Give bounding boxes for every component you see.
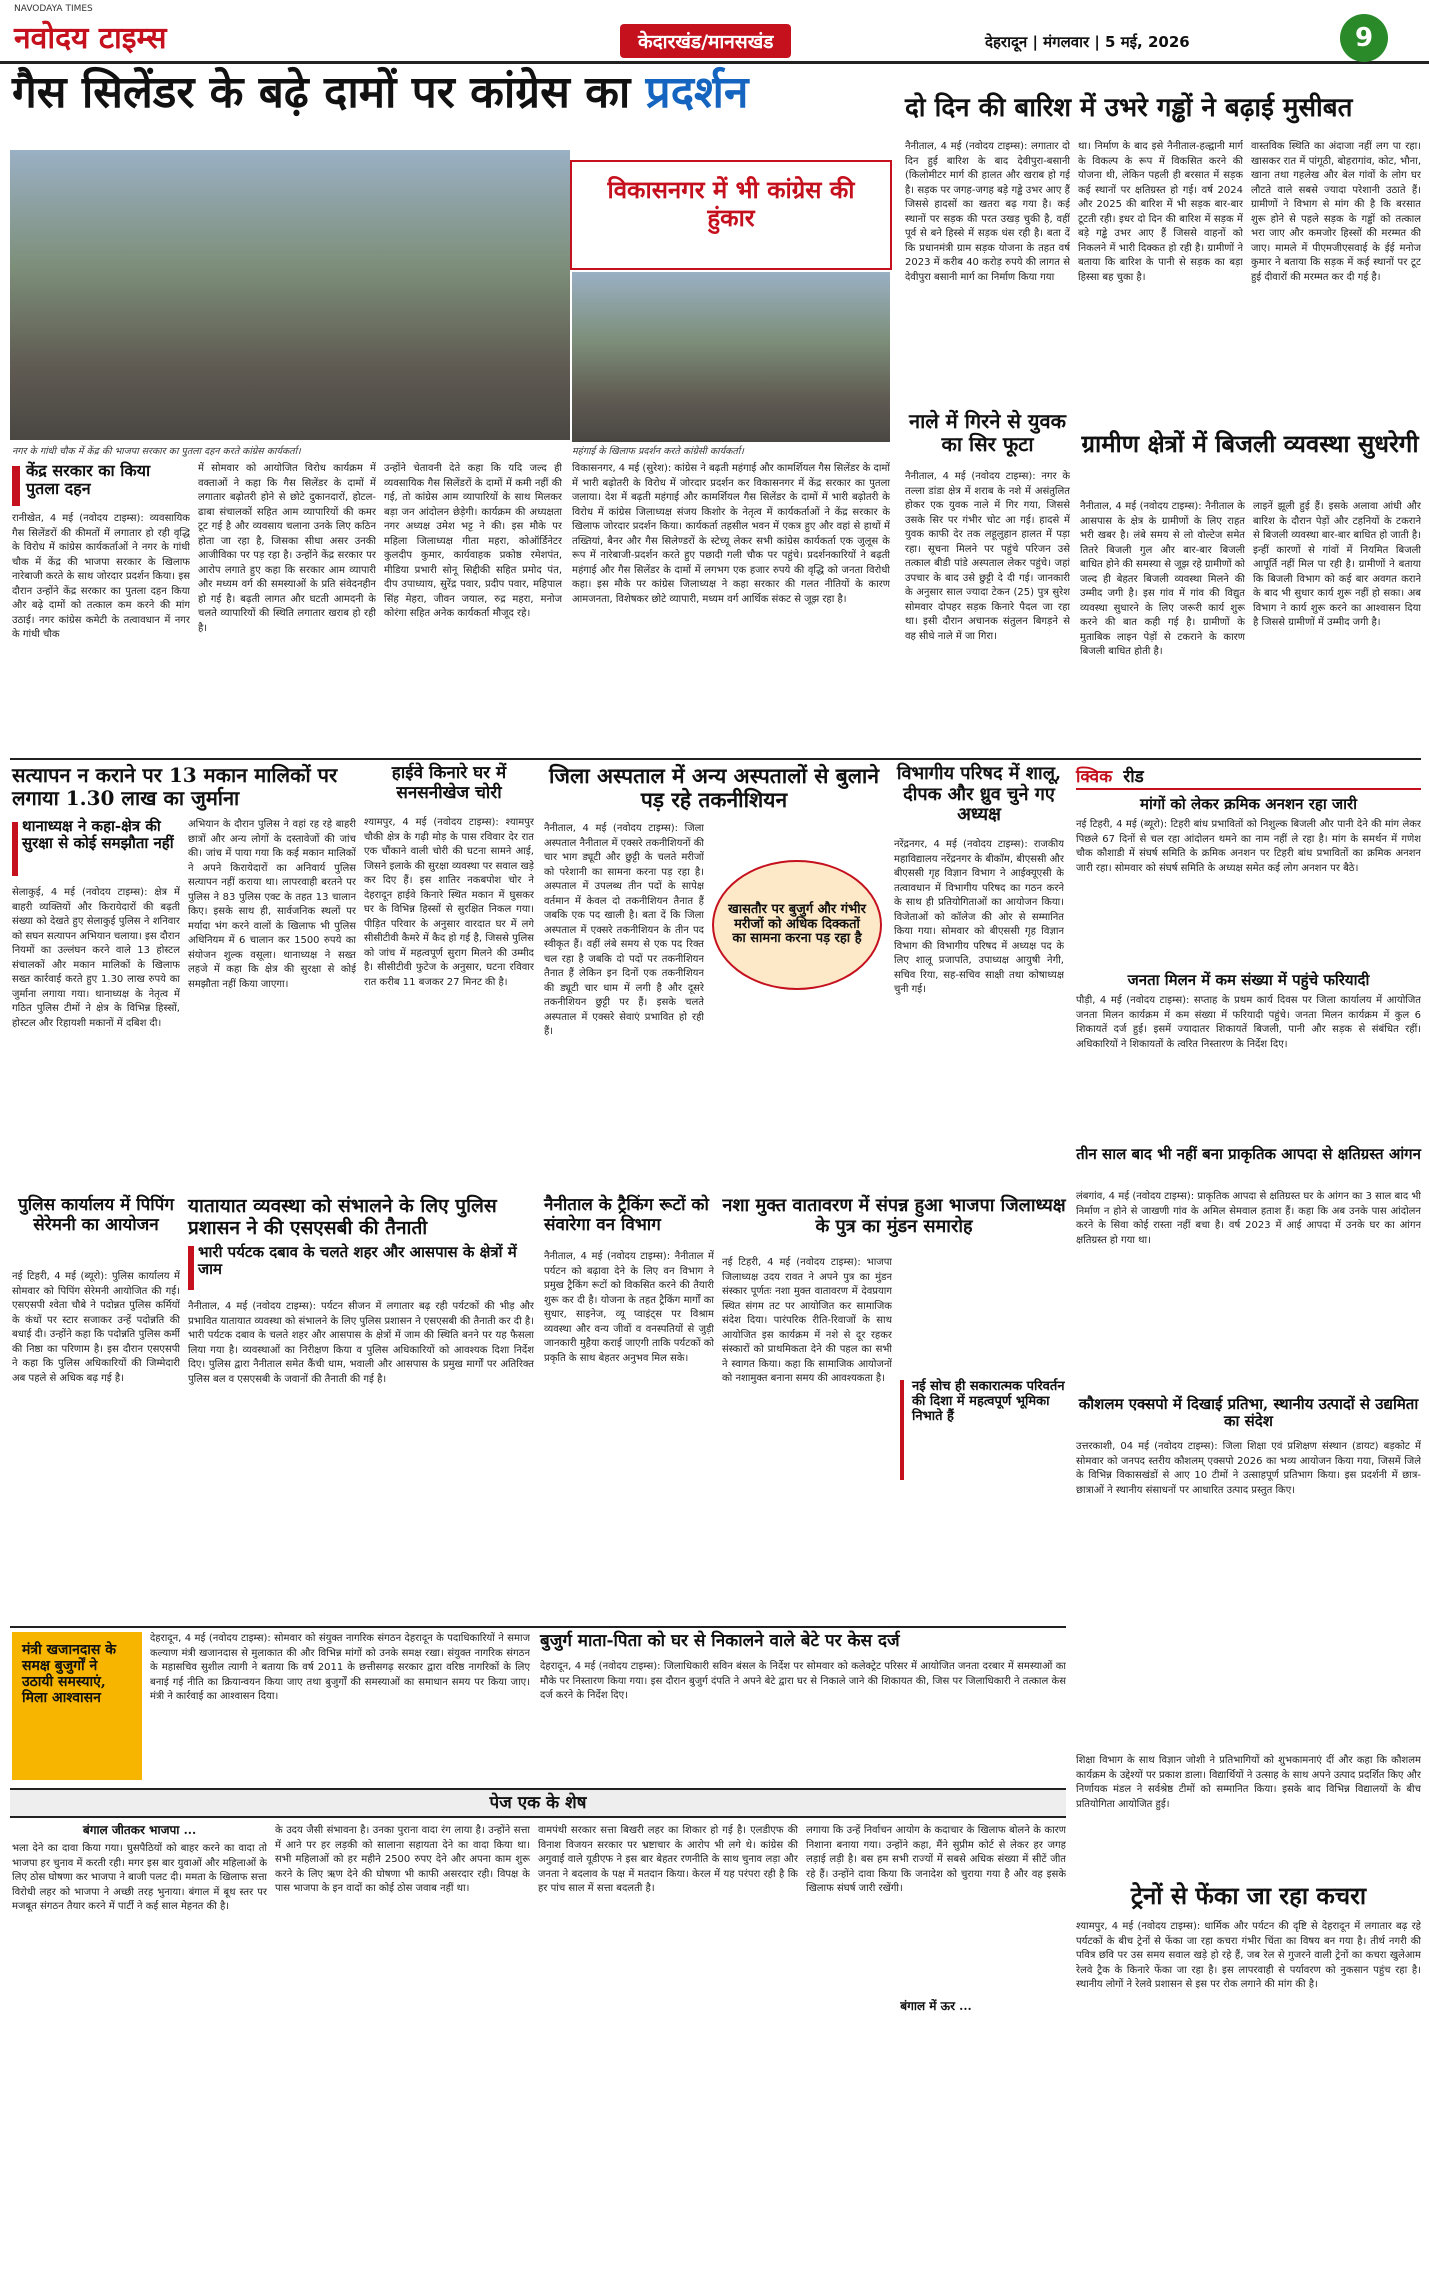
bijli-headline: ग्रामीण क्षेत्रों में बिजली व्यवस्था सुधरेगी: [1081, 429, 1419, 458]
continuation-bar: [10, 1788, 1066, 1818]
pej-col1: भला देने का दावा किया गया। घुसपैठियों को बाहर करने का वादा तो भाजपा हर चुनाव में करती रही। मगर इस बार युवाओं और महिलाओं के लिए ठोस घोषणा कर भाजपा ने बाजी पलट दी। ममता के खिलाफ सत्ता विरोधी लहर को भाजपा ने अच्छी तरह भुनाया। बंगाल में बूथ स्तर पर मजबूत संगठन तैयार करने में पार्टी ने कई साल मेहनत की है।: [12, 1843, 267, 1912]
vikas-photo: [572, 272, 890, 442]
yatayat-headline: यातायात व्यवस्था को संभालने के लिए पुलिस प्रशासन ने की एसएसबी की तैनाती: [188, 1195, 497, 1239]
pej-col4-head: बंगाल में ऊर ...: [900, 1999, 972, 2013]
vikas-caption: महंगाई के खिलाफ प्रदर्शन करते कांग्रेसी कार्यकर्ता।: [572, 446, 744, 457]
lead-subhead: केंद्र सरकार का किया पुतला दहन: [26, 461, 151, 499]
satyapan-headline: सत्यापन न कराने पर 13 मकान मालिकों पर लगाया 1.30 लाख का जुर्माना: [12, 763, 338, 810]
lead-body-col3: उन्होंने चेतावनी देते कहा कि यदि जल्द ही व्यवसायिक गैस सिलेंडरों के दामों में कमी नहीं की गई, तो कांग्रेस आम व्यापारियों के साथ मिलकर बड़ा जन आंदोलन छेड़ेगी। कार्यक्रम की अध्यक्षता नगर अध्यक्ष उमेश भट्ट ने की। इस मौके पर महिला जिलाध्यक्ष गीता महरा, कोऑर्डिनेटर कुलदीप कुमार, कार्यवाहक प्रकोष्ठ रमेशपंत, मीडिया प्रभारी सोनू सिद्दीकी सहित प्रमोद पंत, दीप उपाध्याय, सुरेंद्र पवार, प्रदीप पवार, महिपाल सिंह मेहरा, जीवन जयाल, रुद्र महरा, मनोज कोरंगा सहित अनेक कार्यकर्ता मौजूद रहे।: [384, 463, 562, 619]
trains-body: श्यामपुर, 4 मई (नवोदय टाइम्स): धार्मिक और पर्यटन की दृष्टि से देहरादून में लगातार बढ़ रहे पर्यटकों के बीच ट्रेनों से फेंका जा रहा कचरा गंभीर चिंता का विषय बन गया है। तीर्थ नगरी की पवित्र छवि पर उस समय सवाल खड़े हो रहे हैं, जब रेल से गुजरने वाली ट्रेनों का कचरा खुलेआम रेलवे ट्रैक के किनारे फेंका जा रहा है। इस लापरवाही से पर्यावरण को नुकसान पहुंच रहा है। स्थानीय लोगों ने रेलवे प्रशासन से इस पर रोक लगाने की मांग की है।: [1076, 1921, 1421, 1990]
newspaper-logo: नवोदय टाइम्स: [14, 21, 167, 56]
mantri-body: देहरादून, 4 मई (नवोदय टाइम्स): सोमवार को संयुक्त नागरिक संगठन देहरादून के पदाधिकारियों ने समाज कल्याण मंत्री खजानदास से मुलाकात की और विभिन्न मांगों को उनके समक्ष रखा। संयुक्त नागरिक संगठन के महासचिव सुशील त्यागी ने बताया कि वर्ष 2011 के छत्तीसगढ़ सरकार द्वारा वरिष्ठ नागरिकों के लिए बनाई गई नीति का क्रियान्वयन किया जाए तथा बुजुर्गों की समस्याओं का समाधान समय पर किया जाए। मंत्री ने कार्रवाई का आश्वासन दिया।: [150, 1633, 530, 1702]
hospital-callout: [712, 860, 882, 990]
rain-body-col1: नैनीताल, 4 मई (नवोदय टाइम्स): लगातार दो दिन हुई बारिश के बाद देवीपुरा-बसानी (किलोमीटर मार्ग की हालत और खराब हो गई है। सड़क पर जगह-जगह बड़े गड्ढे उभर आए हैं जिससे हादसों का खतरा बढ़ गया है। कई स्थानों पर सड़क की परत उखड़ चुकी है, वहीं पूर्व से बने हिस्से में सड़क धंस रही है। बता दें कि प्रधानमंत्री ग्राम सड़क योजना के तहत वर्ष 2023 में करीब 40 करोड़ रुपये की लागत से देवीपुरा बसानी मार्ग का निर्माण किया गया: [905, 141, 1070, 283]
highway-headline: हाईवे किनारे घर में सनसनीखेज चोरी: [391, 763, 507, 803]
trains-headline: ट्रेनों से फेंका जा रहा कचरा: [1130, 1881, 1367, 1910]
kwik-h1: मांगों को लेकर क्रमिक अनशन रहा जारी: [1140, 795, 1357, 813]
kaushalam-continued: शिक्षा विभाग के साथ विज्ञान जोशी ने प्रतिभागियों को शुभकामनाएं दीं और कहा कि कौशलम कार्यक्रम के उद्देश्यों पर प्रकाश डाला। विद्यार्थियों ने उत्साह के साथ अपने उत्पाद प्रदर्शित किए और निर्णायक मंडल ने सर्वश्रेष्ठ टीमों को सम्मानित किया। इसके बाद विभिन्न विद्यालयों के बीच प्रतियोगिता आयोजित हुई।: [1076, 1755, 1421, 1810]
kwik-b1: नई टिहरी, 4 मई (ब्यूरो): टिहरी बांध प्रभावितों को निशुल्क बिजली और पानी देने की मांग लेकर पिछले 67 दिनों से चल रहा आंदोलन थमने का नाम नहीं ले रहा है। मांग के समर्थन में गणेश चौक कौशाडी में संघर्ष समिति के क्रमिक अनशन पर टिहरी बांध प्रभावितों का क्रमिक अनशन जारी रहा। सोमवार को संघर्ष समिति के अध्यक्ष समेत कई लोग अनशन पर बैठे।: [1076, 819, 1421, 874]
brand-tagline: NAVODAYA TIMES: [14, 4, 93, 14]
nasha-headline: नशा मुक्त वातावरण में संपन्न हुआ भाजपा जिलाध्यक्ष के पुत्र का मुंडन समारोह: [722, 1195, 1066, 1237]
trekking-headline: नैनीताल के ट्रैकिंग रूटों को संवारेगा वन विभाग: [544, 1195, 709, 1235]
divider: [10, 1626, 1066, 1628]
kwik-b4: उत्तरकाशी, 04 मई (नवोदय टाइम्स): जिला शिक्षा एवं प्रशिक्षण संस्थान (डायट) बड़कोट में सोमवार को जनपद स्तरीय कौशलम् एक्सपो 2026 का भव्य आयोजन किया गया, जिसमें जिले के विभिन्न विकासखंडों से आए 10 टीमों ने उत्साहपूर्ण प्रतिभाग किया। इस प्रदर्शनी में छात्र-छात्राओं ने स्थानीय संसाधनों पर आधारित उत्पाद प्रस्तुत किए।: [1076, 1441, 1421, 1496]
hospital-callout-text: खासतौर पर बुजुर्ग और गंभीर मरीजों को अधिक दिक्कतों का सामना करना पड़ रहा है: [728, 901, 866, 947]
quick-read-header: [1076, 764, 1421, 790]
hospital-body: नैनीताल, 4 मई (नवोदय टाइम्स): जिला अस्पताल नैनीताल में एक्सरे तकनीशियनों की चार भाग ड्यूटी और छुट्टी के चलते मरीजों को परेशानी का सामना करना पड़ रहा है। अस्पताल में उपलब्ध तीन पदों के सापेक्ष वर्तमान में केवल दो तकनीशियन तैनात हैं जबकि एक पद खाली है। बता दें कि जिला अस्पताल में एक्सरे तकनीशियन के तीन पद स्वीकृत हैं। वहीं लंबे समय से एक पद रिक्त चल रहा है जबकि दो पदों पर तकनीशियन तैनात हैं लेकिन इन दिनों एक तकनीशियन की ड्यूटी चार धाम में लगी है और दूसरे तकनीशियन छुट्टी पर हैं। इसके चलते अस्पताल में एक्सरे सेवाएं प्रभावित हो रही हैं।: [544, 823, 704, 1037]
police-body: नई टिहरी, 4 मई (ब्यूरो): पुलिस कार्यालय में सोमवार को पिपिंग सेरेमनी आयोजित की गई। एसएसपी श्वेता चौबे ने पदोन्नत पुलिस कर्मियों के कंधों पर स्टार सजाकर उन्हें पदोन्नति की बधाई दी। उन्होंने कहा कि पदोन्नति पुलिस कर्मी की निष्ठा का परिणाम है। इस दौरान एसएसपी ने कहा कि पुलिस अधिकारियों की जिम्मेदारी अब पहले से अधिक बढ़ गई है।: [12, 1271, 180, 1384]
nasha-body: नई टिहरी, 4 मई (नवोदय टाइम्स): भाजपा जिलाध्यक्ष उदय रावत ने अपने पुत्र का मुंडन संस्कार पूर्णतः नशा मुक्त वातावरण में देवप्रयाग स्थित संगम तट पर आयोजित कर सामाजिक संदेश दिया। पारंपरिक रीति-रिवाजों के साथ आयोजित इस कार्यक्रम में नशे से दूर रहकर संस्कारों को प्राथमिकता देने की पहल का सभी ने स्वागत किया। कहा कि सामाजिक आयोजनों को नशामुक्त बनाना समय की आवश्यकता है।: [722, 1257, 892, 1384]
shastri-headline: विभागीय परिषद में शालू, दीपक और ध्रुव चुने गए अध्यक्ष: [896, 763, 1062, 826]
pej-col2: के उदय जैसी संभावना है। उनका पुराना वादा रंग लाया है। उन्होंने सत्ता में आने पर हर लड़की को सालाना सहायता देने का वादा किया था। सभी महिलाओं को हर महीने 2500 रुपए देने और अपना काम शुरू करने के लिए ऋण देने की घोषणा भी काफी असरदार रही। विपक्ष के पास भाजपा के इन वादों का कोई ठोस जवाब नहीं था।: [275, 1825, 530, 1894]
mantri-box-headline: मंत्री खजानदास के समक्ष बुजुर्गों ने उठायी समस्याएं, मिला आश्वासन: [22, 1642, 116, 1707]
masthead: [0, 0, 1429, 64]
continuation-label: पेज एक के शेष: [489, 1793, 587, 1813]
lead-caption: नगर के गांधी चौक में केंद्र की भाजपा सरकार का पुतला दहन करते कांग्रेस कार्यकर्ता।: [12, 446, 301, 457]
satyapan-sub-marker: [12, 822, 18, 876]
nasha-pullquote-text: नई सोच ही सकारात्मक परिवर्तन की दिशा में महत्वपूर्ण भूमिका निभाते हैं: [912, 1379, 1065, 1424]
vikas-body: विकासनगर, 4 मई (सुरेश): कांग्रेस ने बढ़ती महंगाई और कामर्शियल गैस सिलेंडर के दामों में भारी बढ़ोतरी के विरोध में जोरदार प्रदर्शन कर विकासनगर में केंद्र सरकार का पुतला जलाया। देश में बढ़ती महंगाई और कामर्शियल गैस सिलेंडर के दामों में भारी बढ़ोतरी के विरोध में कांग्रेस जिलाध्यक्ष संजय किशोर के नेतृत्व में कार्यकर्ताओं ने केंद्र सरकार के खिलाफ जोरदार प्रदर्शन किया। कार्यकर्ता तहसील भवन में एकत्र हुए और वहां से हाथों में तख्तियां, बैनर और गैस सिलेण्डरों के स्टेच्यू लेकर सभी कांग्रेस कार्यकर्ता एक जुलूस के रूप में नारेबाजी-प्रदर्शन करते हुए पछादी गली चौक पर पहुंचे। प्रदर्शनकारियों ने बढ़ती महंगाई और गैस सिलेंडर के दामों में लगभग एक हजार रुपये की वृद्धि को जनता विरोधी कहा। इस मौके पर कांग्रेस जिलाध्यक्ष ने कहा सरकार की गलत नीतियों के कारण आमजनता, विशेषकर छोटे व्यापारी, मध्यम वर्ग आर्थिक संकट से जूझ रहा है।: [572, 463, 890, 605]
edition-label: केदारखंड/मानसखंड: [620, 24, 791, 58]
shastri-body: नरेंद्रनगर, 4 मई (नवोदय टाइम्स): राजकीय महाविद्यालय नरेंद्रनगर के बीकॉम, बीएससी और बीएससी गृह विज्ञान विभाग ने आईक्यूएसी के तत्वावधान में विभागीय परिषद का गठन करने के साथ ही प्रतियोगिताओं का आयोजन किया। विजेताओं को कॉलेज की ओर से सम्मानित किया गया। सोमवार को बीएससी गृह विज्ञान विभाग की विभागीय परिषद में अध्यक्ष पद के लिए शालू प्रजापति, उपाध्यक्ष आयुषी नेगी, सचिव रिया, सह-सचिव साक्षी तथा कोषाध्यक्ष चुनी गई।: [894, 839, 1064, 995]
trekking-body: नैनीताल, 4 मई (नवोदय टाइम्स): नैनीताल में पर्यटन को बढ़ावा देने के लिए वन विभाग ने प्रमुख ट्रैकिंग रूटों को विकसित करने की तैयारी शुरू कर दी है। योजना के तहत ट्रैकिंग मार्गों का सुधार, साइनेज, व्यू प्वाइंट्स पर विश्राम व्यवस्था और वन्य जीवों व वनस्पतियों से जुड़ी जानकारी मुहैया कराई जाएगी ताकि पर्यटकों को प्रकृति के साथ बेहतर अनुभव मिल सके।: [544, 1251, 714, 1364]
pej-col3: वामपंथी सरकार सत्ता बिखरी लहर का शिकार हो गई है। एलडीएफ की विनाश विजयन सरकार पर भ्रष्टाचार के आरोप भी लगे थे। कांग्रेस की अगुवाई वाले यूडीएफ ने इस बार बेहतर रणनीति के साथ चुनाव लड़ा और जनता ने बदलाव के पक्ष में मतदान किया। केरल में यह परंपरा रही है कि हर पांच साल में सत्ता बदलती है।: [538, 1825, 798, 1894]
highway-body: श्यामपुर, 4 मई (नवोदय टाइम्स): श्यामपुर चौकी क्षेत्र के गढ़ी मोड़ के पास रविवार देर रात एक चौंकाने वाली चोरी की घटना सामने आई, जिसने इलाके की सुरक्षा व्यवस्था पर सवाल खड़े कर दिए हैं। इस शातिर नकबपोश चोर ने देहरादून हाईवे किनारे स्थित मकान में घुसकर घर के विभिन्न हिस्सों से सुरक्षित निकल गया। पीड़ित परिवार के अनुसार वारदात घर में लगे सीसीटीवी कैमरे में कैद हो गई है, जिससे पुलिस को जांच में महत्वपूर्ण सुराग मिलने की उम्मीद है। सीसीटीवी फुटेज के अनुसार, घटना रविवार रात करीब 11 बजकर 27 मिनट की है।: [364, 817, 534, 988]
page-number: 9: [1340, 14, 1388, 62]
nasha-pullquote: [900, 1380, 1066, 1480]
kwik-h2: जनता मिलन में कम संख्या में पहुंचे फरियादी: [1127, 971, 1370, 989]
lead-headline-highlight: प्रदर्शन: [645, 67, 749, 118]
lead-sub-marker: [12, 466, 20, 506]
bijli-body-col2: लाइनें झूली हुई हैं। इसके अलावा आंधी और बारिश के दौरान पेड़ों और टहनियों के टकराने से बिजली व्यवस्था बार-बार बाधित हो जाती है। इन्हीं कारणों से गांवों में नियमित बिजली आपूर्ति नहीं मिल पा रही है। ग्रामीणों ने बताया कि बिजली विभाग को कई बार अवगत कराने के बाद भी सुधार कार्य शुरू नहीं हो सका। अब विभाग ने कार्य शुरू करने का आश्वासन दिया है जिससे ग्रामीणों में उम्मीद जगी है।: [1253, 501, 1421, 628]
lead-body-col1: रानीखेत, 4 मई (नवोदय टाइम्स): व्यवसायिक गैस सिलेंडरों की कीमतों में लगातार हो रही वृद्धि के विरोध में कांग्रेस कार्यकर्ताओं ने नगर के गांधी चौक में केंद्र की भाजपा सरकार के खिलाफ नारेबाजी करते के साथ जोरदार प्रदर्शन किया। इस दौरान उन्होंने केंद्र सरकार का पुतला दहन किया और बढ़े दामों को तत्काल कम करने की मांग उठाई। नगर कांग्रेस कमेटी के तत्वावधान में नगर के गांधी चौक: [12, 513, 190, 640]
vikas-headline: विकासनगर में भी कांग्रेस की हुंकार: [607, 175, 855, 232]
beta-headline: बुजुर्ग माता-पिता को घर से निकालने वाले बेटे पर केस दर्ज: [540, 1631, 900, 1651]
lead-headline: [12, 68, 892, 119]
naale-body: नैनीताल, 4 मई (नवोदय टाइम्स): नगर के तल्ला डांडा क्षेत्र में शराब के नशे में असंतुलित होकर एक युवक नाले में गिर गया, जिससे उसके सिर पर गंभीर चोट आ गई। हादसे में युवक काफी देर तक लहूलुहान हालत में पड़ा रहा। सूचना मिलने पर पहुंचे परिजन उसे तत्काल बीडी पांडे अस्पताल लेकर पहुंचे। जहां उपचार के बाद उसे छुट्टी दे दी गई। जानकारी के अनुसार साल ज्यादा टेकन (25) पुत्र सुरेश सोमवार दोपहर सड़क किनारे पैदल जा रहा था। इसी दौरान अचानक संतुलन बिगड़ने से वह सीधे नाले में जा गिरा।: [905, 471, 1070, 642]
pej-col1-head: बंगाल जीतकर भाजपा ...: [82, 1823, 197, 1837]
lead-photo: [10, 150, 570, 440]
naale-headline: नाले में गिरने से युवक का सिर फूटा: [909, 409, 1066, 456]
quick-read-suffix: रीड: [1123, 767, 1144, 787]
kwik-b3: लंबगांव, 4 मई (नवोदय टाइम्स): प्राकृतिक आपदा से क्षतिग्रस्त घर के आंगन का 3 साल बाद भी निर्माण न होने से जाखणी गांव के अमिल सेमवाल हताश हैं। कहा कि अब उनके पास आंदोलन करने के सिवा कोई रास्ता नहीं बचा है। वर्ष 2023 में आई आपदा में उनके घर का आंगन क्षतिग्रस्त हो गया था।: [1076, 1191, 1421, 1246]
lead-headline-part1: गैस सिलेंडर के बढ़े दामों पर कांग्रेस का: [12, 67, 646, 118]
satyapan-body-col1: सेलाकुई, 4 मई (नवोदय टाइम्स): क्षेत्र में बाहरी व्यक्तियों और किरायेदारों की बढ़ती संख्या को देखते हुए सेलाकुई पुलिस ने शनिवार को सघन सत्यापन अभियान चलाया। इस दौरान नियमों का उल्लंघन करने वाले 13 होस्टल संचालकों और मकान मालिकों के खिलाफ सख्त कार्रवाई करते हुए 1.30 लाख रुपये का जुर्माना लगाया गया। थानाध्यक्ष के नेतृत्व में गठित पुलिस टीमों ने क्षेत्र के विभिन्न हिस्सों, होस्टल और रिहायशी मकानों में दबिश दी।: [12, 887, 180, 1029]
quick-read-label: क्विक: [1076, 767, 1113, 787]
rain-body-col2: था। निर्माण के बाद इसे नैनीताल-हल्द्वानी मार्ग के विकल्प के रूप में विकसित करने की योजना थी, लेकिन पहली ही बरसात में सड़क कई स्थानों पर क्षतिग्रस्त हो गई। वर्ष 2024 और 2025 की बारिश में भी सड़क बार-बार टूटती रही। इधर दो दिन की बारिश में सड़क में बड़े गड्ढे उभर आए हैं जिससे वाहनों को निकलने में भारी दिक्कत हो रही है। ग्रामीणों ने बताया कि बारिश के पानी से सड़क का बड़ा हिस्सा बह चुका है।: [1078, 141, 1243, 283]
police-headline: पुलिस कार्यालय में पिपिंग सेरेमनी का आयोजन: [18, 1195, 174, 1235]
kwik-h3: तीन साल बाद भी नहीं बना प्राकृतिक आपदा से क्षतिग्रस्त आंगन: [1076, 1145, 1421, 1163]
hospital-headline: जिला अस्पताल में अन्य अस्पतालों से बुलाने पड़ रहे तकनीशियन: [548, 763, 880, 813]
lead-body-col2: में सोमवार को आयोजित विरोध कार्यक्रम में वक्ताओं ने कहा कि गैस सिलेंडर के दामों में लगातार बढ़ोतरी होने से छोटे दुकानदारों, होटल-ढाबा संचालकों सहित आम व्यापारियों की कमर टूट गई है और व्यवसाय चलाना उनके लिए कठिन होता जा रहा है, जिसका सीधा असर उनकी आजीविका पर पड़ रहा है। उन्होंने केंद्र सरकार पर आरोप लगाते हुए कहा कि सरकार आम व्यापारी और मध्यम वर्ग की समस्याओं के प्रति संवेदनहीन हो गई है। बढ़ती लागत और घटती आमदनी के चलते व्यापारियों की स्थिति लगातार खराब हो रही है।: [198, 463, 376, 634]
satyapan-subhead: थानाध्यक्ष ने कहा-क्षेत्र की सुरक्षा से कोई समझौता नहीं: [22, 817, 174, 853]
yatayat-subhead: भारी पर्यटक दबाव के चलते शहर और आसपास के क्षेत्रों में जाम: [198, 1243, 517, 1279]
beta-body: देहरादून, 4 मई (नवोदय टाइम्स): जिलाधिकारी सविन बंसल के निर्देश पर सोमवार को कलेक्ट्रेट परिसर में आयोजित जनता दरबार में समस्याओं का मौके पर निस्तारण किया गया। इस दौरान बुजुर्ग दंपति ने अपने बेटे द्वारा घर से निकाले जाने की शिकायत की, जिस पर जिलाधिकारी ने तत्काल केस दर्ज करने के निर्देश दिए।: [540, 1661, 1066, 1701]
mantri-box: [12, 1632, 142, 1780]
vikas-box: [570, 160, 892, 270]
yatayat-body: नैनीताल, 4 मई (नवोदय टाइम्स): पर्यटन सीजन में लगातार बढ़ रही पर्यटकों की भीड़ और प्रभावित यातायात व्यवस्था को संभालने के लिए पुलिस प्रशासन ने एसएसबी की तैनाती कर दी है। भारी पर्यटक दबाव के चलते शहर और आसपास के क्षेत्रों में जाम की स्थिति बनने पर यह फैसला लिया गया है। व्यवस्थाओं का निरीक्षण किया व पुलिस अधिकारियों को आवश्यक दिशा निर्देश दिए। पुलिस द्वारा नैनीताल समेत कैंची धाम, भवाली और आसपास के प्रमुख मार्गों पर अतिरिक्त पुलिस बल व एसएसबी के जवानों की तैनाती की गई है।: [188, 1301, 534, 1385]
kwik-h4: कौशलम एक्सपो में दिखाई प्रतिभा, स्थानीय उत्पादों से उद्यमिता का संदेश: [1078, 1395, 1419, 1431]
dateline: देहरादून | मंगलवार | 5 मई, 2026: [985, 33, 1190, 51]
yatayat-sub-marker: [188, 1246, 194, 1290]
kwik-b2: पौड़ी, 4 मई (नवोदय टाइम्स): सप्ताह के प्रथम कार्य दिवस पर जिला कार्यालय में आयोजित जनता मिलन कार्यक्रम में कम संख्या में फरियादी पहुंचे। जनता मिलन कार्यक्रम में कुल 6 शिकायतें दर्ज हुई। इसमें ज्यादातर शिकायतें बिजली, पानी और सड़क से संबंधित रहीं। अधिकारियों ने शिकायतों के त्वरित निस्तारण के निर्देश दिए।: [1076, 995, 1421, 1050]
rain-body-col3: वास्तविक स्थिति का अंदाजा नहीं लग पा रहा। खासकर रात में पांगूठी, बोहरागांव, कोट, भौना, खाना तथा गहलेख और बेल गांवों के लोग घर लौटते वाले सबसे ज्यादा परेशानी उठाते हैं। ग्रामीणों ने विभाग से मांग की है कि बरसात शुरू होने से पहले सड़क के गड्ढों को तत्काल भरा जाए और कमजोर हिस्सों की मरम्मत की जाए। मामले में पीएमजीएसवाई के ईई मनोज कुमार ने बताया कि सड़क में कई स्थानों पर टूट हुई दीवारों की मरम्मत कर दी गई है।: [1251, 141, 1421, 283]
pej-col4a: लगाया कि उन्हें निर्वाचन आयोग के कदाचार के खिलाफ बोलने के कारण निशाना बनाया गया। उन्होंने कहा, मैंने सुप्रीम कोर्ट से लेकर हर जगह लड़ाई लड़ी है। बस हम सभी राज्यों में सबसे अधिक संख्या में सीटें जीत रहे हैं। उन्होंने दावा किया कि जनादेश को चुराया गया है और वह इसके खिलाफ संघर्ष जारी रखेंगी।: [806, 1825, 1066, 1894]
divider: [10, 758, 1421, 760]
bijli-body-col1: नैनीताल, 4 मई (नवोदय टाइम्स): नैनीताल के आसपास के क्षेत्र के ग्रामीणों के लिए राहत भरी खबर है। लंबे समय से लो वोल्टेज समेत तितरे बिजली गुल और बार-बार बिजली बाधित होने की समस्या से जूझ रहे ग्रामीणों को जल्द ही बेहतर बिजली व्यवस्था मिलने की उम्मीद जगी है। इस गांव में गांव की विद्युत व्यवस्था सुधारने के लिए जरूरी कार्य शुरू करने की बात कही गई है। ग्रामीणों के मुताबिक लाइन पेड़ों से टकराने के कारण बिजली बाधित होती है।: [1080, 501, 1245, 657]
rain-headline: दो दिन की बारिश में उभरे गड्ढों ने बढ़ाई मुसीबत: [905, 93, 1353, 123]
satyapan-body-col2: अभियान के दौरान पुलिस ने वहां रह रहे बाहरी छात्रों और अन्य लोगों के दस्तावेजों की जांच की। जांच में पाया गया कि कई मकान मालिकों ने अपने किरायेदारों का अनिवार्य पुलिस सत्यापन नहीं कराया था। लापरवाही बरतने पर पुलिस ने 83 पुलिस एक्ट के तहत 13 चालान किए। इसके साथ ही, सार्वजनिक स्थलों पर मर्यादा भंग करने वालों के खिलाफ भी पुलिस अधिनियम में 6 चालान कर 1500 रुपये का संयोजन शुल्क वसूला। थानाध्यक्ष ने सख्त लहजे में कहा कि क्षेत्र की सुरक्षा से कोई समझौता नहीं किया जाएगा।: [188, 819, 356, 990]
